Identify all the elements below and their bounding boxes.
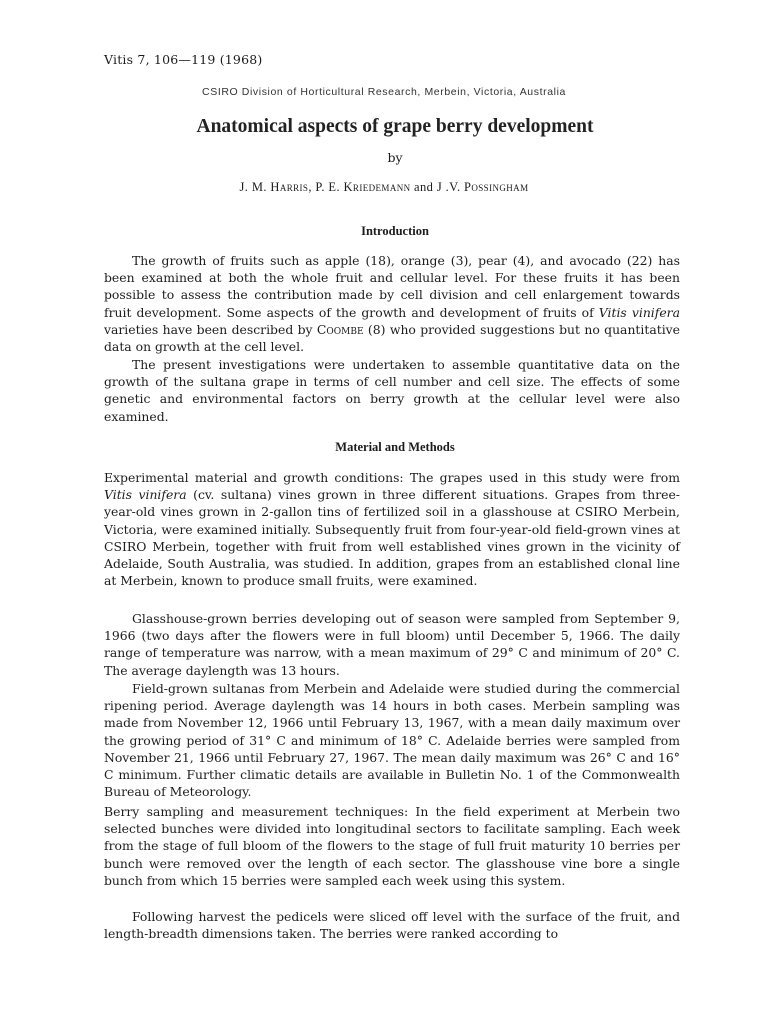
methods-paragraph-3: Field-grown sultanas from Merbein and Adelaide were studied during the commercial ripening period. Average daylength was 14 hours in both cases. Merbein sampling was made from November 12, 1966 until February 13, 1967, with a mean daily maximum over the growing period of 31° C and minimum of 18° C. Adelaide berries were sampled from November 21, 1966 until February 27, 1967. The mean daily maximum was 26° C and 16° C minimum. Further climatic details are available in Bulletin No. 1 of the Commonwealth Bureau of Meteorology. — [104, 681, 680, 800]
methods-paragraph-1 — [104, 469, 680, 589]
intro-paragraph-1 — [104, 252, 680, 355]
by-line: by — [387, 150, 403, 165]
methods-p1-text-a: Experimental material and growth conditions: The grapes used in this study were from — [104, 470, 680, 485]
author-list — [0, 180, 768, 195]
intro-p1-text-b: varieties have been described by — [104, 321, 317, 337]
author-kriedemann: P. E. Kriedemann — [315, 180, 411, 194]
author-harris: J. M. Harris, — [239, 180, 312, 194]
methods-paragraph-2: Glasshouse-grown berries developing out of season were sampled from September 9, 1966 (two days after the flowers were in full bloom) until December 5, 1966. The daily range of temperature was narrow, with a mean maximum of 29° C and minimum of 20° C. The average daylength was 13 hours. — [104, 611, 680, 678]
methods-paragraph-4: Berry sampling and measurement techniques: In the field experiment at Merbein two selected bunches were divided into longitudinal sectors to facilitate sampling. Each week from the stage of full bloom of the flowers to the stage of full fruit maturity 10 berries per bunch were removed over the length of each sector. The glasshouse vine bore a single bunch from which 15 berries were sampled each week using this system. — [104, 804, 680, 888]
heading-material-methods: Material and Methods — [335, 440, 455, 454]
author-possingham: J .V. Possingham — [436, 180, 529, 194]
methods-paragraph-5: Following harvest the pedicels were sliced off level with the surface of the fruit, and length-breadth dimensions taken. The berries were ranked according to — [104, 909, 680, 942]
intro-p1-text-a: The growth of fruits such as apple (18), orange (3), pear (4), and avocado (22) has been examined at both the whole fruit and cellular level. For these fruits it has been possible to assess the contribution made by cell division and cell enlargement towards fruit development. Some aspects of the growth and development of fruits of — [104, 253, 680, 320]
author-conjunction: and — [414, 180, 434, 194]
paper-title: Anatomical aspects of grape berry development — [196, 116, 594, 137]
affiliation: CSIRO Division of Horticultural Research, Merbein, Victoria, Australia — [202, 86, 566, 98]
heading-introduction: Introduction — [361, 224, 429, 238]
intro-p1-author-coombe: Coombe — [316, 321, 364, 337]
methods-p1-text-b: (cv. sultana) vines grown in three different situations. Grapes from three-year-old vines grown in 2-gallon tins of fertilized soil in a glasshouse at CSIRO Merbein, Victoria, were examined initially. Subsequently fruit from four-year-old field-grown vines at CSIRO Merbein, together with fruit from well established vines grown in the vicinity of Adelaide, South Australia, was studied. In addition, grapes from an established clonal line at Merbein, known to produce small fruits, were examined. — [104, 487, 680, 589]
intro-p1-text-c: (8) who provided suggestions but no quantitative data on growth at the cell level. — [104, 321, 681, 355]
methods-p1-species: Vitis vinifera — [104, 487, 187, 503]
intro-paragraph-2: The present investigations were undertaken to assemble quantitative data on the growth of the sultana grape in terms of cell number and cell size. The effects of some genetic and environmental factors on berry growth at the cellular level were also examined. — [104, 357, 680, 424]
journal-citation: Vitis 7, 106—119 (1968) — [104, 52, 263, 67]
intro-p1-species: Vitis vinifera — [598, 304, 680, 320]
